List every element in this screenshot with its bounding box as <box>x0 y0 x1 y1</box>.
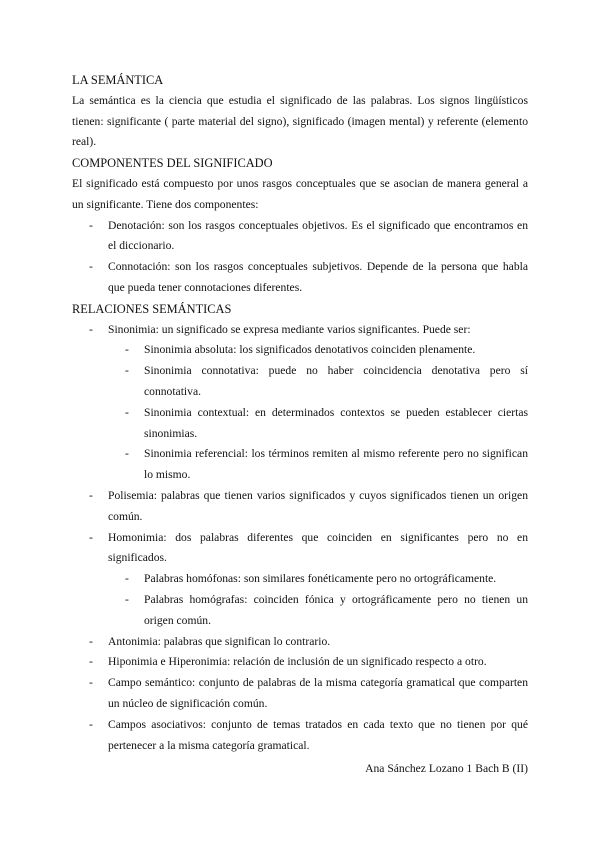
components-heading: COMPONENTES DEL SIGNIFICADO <box>72 156 273 171</box>
homonimia-text: Homonimia: dos palabras diferentes que coinciden en significantes pero no en significados. <box>108 530 528 565</box>
list-item-polisemia: - Polisemia: palabras que tienen varios significados y cuyos significados tienen un origen común. <box>72 486 528 528</box>
homonimia-types-list <box>108 569 528 631</box>
list-item-sinonimia-contextual: - Sinonimia contextual: en determinados contextos se pueden establecer ciertas sinonimias. <box>108 403 528 445</box>
list-item-denotacion: - Denotación: son los rasgos conceptuales objetivos. Es el significado que encontramos en el diccionario. <box>72 216 528 258</box>
list-item-homonimia <box>72 528 528 632</box>
list-item-sinonimia-absoluta: - Sinonimia absoluta: los significados denotativos coinciden plenamente. <box>108 340 528 361</box>
author-signature: Ana Sánchez Lozano 1 Bach B (II) <box>365 762 528 775</box>
list-item-sinonimia <box>72 320 528 486</box>
list-item-sinonimia-connotativa: - Sinonimia connotativa: puede no haber coincidencia denotativa pero sí connotativa. <box>108 361 528 403</box>
document-body <box>72 70 528 756</box>
list-item-hiponimia: - Hiponimia e Hiperonimia: relación de inclusión de un significado respecto a otro. <box>72 652 528 673</box>
title-heading: LA SEMÁNTICA <box>72 73 164 87</box>
list-item-campo-semantico: - Campo semántico: conjunto de palabras de la misma categoría gramatical que comparten un núcleo de significación común. <box>72 673 528 715</box>
relations-list <box>72 320 528 757</box>
list-item-campos-asociativos: - Campos asociativos: conjunto de temas tratados en cada texto que no tienen por qué pertenecer a la misma categoría gramatical. <box>72 715 528 757</box>
list-item-homofonas: - Palabras homófonas: son similares fonéticamente pero no ortográficamente. <box>108 569 528 590</box>
list-item-homografas: - Palabras homógrafas: coinciden fónica y ortográficamente pero no tienen un origen común. <box>108 590 528 632</box>
components-paragraph: El significado está compuesto por unos rasgos conceptuales que se asocian de manera general a un significante. Tiene dos componentes: <box>72 176 528 211</box>
relations-heading: RELACIONES SEMÁNTICAS <box>72 301 232 316</box>
components-list <box>72 216 528 299</box>
intro-paragraph: La semántica es la ciencia que estudia el significado de las palabras. Los signos lingüísticos tienen: significante ( parte material del signo), significado (imagen mental) y referente (elemento real). <box>72 93 528 149</box>
sinonimia-types-list <box>108 340 528 486</box>
list-item-sinonimia-referencial: - Sinonimia referencial: los términos remiten al mismo referente pero no significan lo mismo. <box>108 444 528 486</box>
list-item-antonimia: - Antonimia: palabras que significan lo contrario. <box>72 632 528 653</box>
sinonimia-text: Sinonimia: un significado se expresa mediante varios significantes. Puede ser: <box>108 322 471 336</box>
list-item-connotacion: - Connotación: son los rasgos conceptuales subjetivos. Depende de la persona que habla que pueda tener connotaciones diferentes. <box>72 257 528 299</box>
